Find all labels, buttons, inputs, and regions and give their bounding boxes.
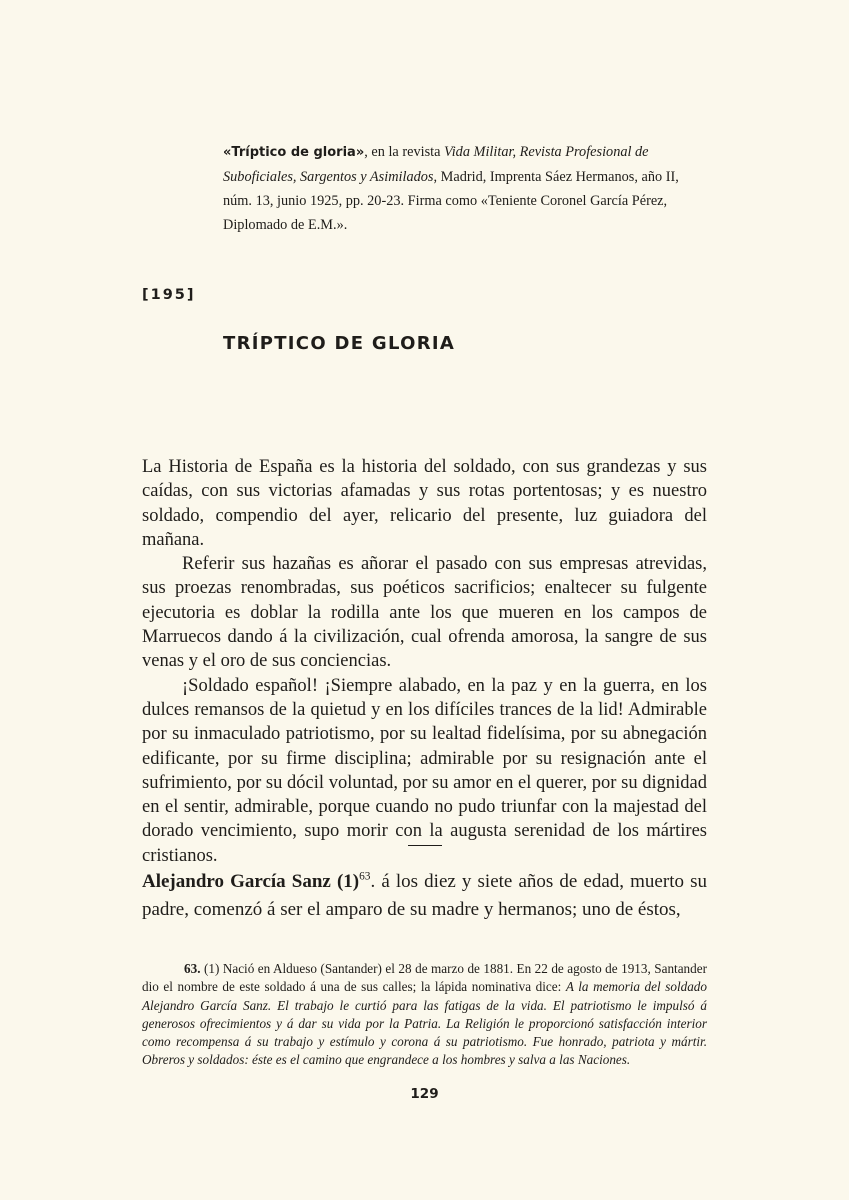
soldier-name: Alejandro García Sanz (1): [142, 871, 360, 892]
citation-title: «Tríptico de gloria»: [223, 145, 365, 160]
page-title: TRÍPTICO DE GLORIA: [223, 333, 456, 354]
citation-text: , en la revista: [364, 144, 445, 160]
footnote-reference: 63: [359, 870, 371, 883]
footnote-inscription: A la memoria del soldado Alejandro García Sanz. El trabajo le curtió para las fatigas de la vida. El patriotismo le impulsó á generosos ofrecimientos y á dar su vida por la Patria. La Religión le proporcionó satisfacción interior como recompensa á su trabajo y estímulo y corona á su patriotismo. Fue honrado, patriota y mártir. Obreros y soldados: éste es el camino que engrandece a los hombres y salva a las Naciones.: [142, 979, 707, 1068]
footnote-number: 63.: [184, 961, 201, 976]
footnote: [142, 960, 707, 1070]
citation-journal: Vida Militar, Revista Profesional de Suboficiales, Sargentos y Asimilados: [223, 144, 649, 185]
page-number: 129: [410, 1086, 439, 1102]
section-divider: [408, 845, 442, 846]
source-citation: [223, 140, 708, 237]
entry-number: [195]: [142, 287, 196, 303]
biography-text: . á los diez y siete años de edad, muerto su padre, comenzó á ser el amparo de su madre y hermanos; uno de éstos,: [142, 871, 707, 920]
paragraph: La Historia de España es la historia del soldado, con sus grandezas y sus caídas, con sus victorias afamadas y sus rotas portentosas; y es nuestro soldado, compendio del ayer, relicario del presente, luz guiadora del mañana.: [142, 457, 707, 550]
paragraph: Referir sus hazañas es añorar el pasado con sus empresas atrevidas, sus proezas renombradas, sus poéticos sacrificios; enaltecer su fulgente ejecutoria es doblar la rodilla ante los que mueren en los campos de Marruecos dando á la civilización, cual ofrenda amorosa, la sangre de sus venas y el oro de sus conciencias.: [142, 554, 707, 672]
biography-paragraph: [142, 868, 707, 924]
main-text: [142, 455, 707, 868]
footnote-text: (1) Nació en Aldueso (Santander) el 28 de marzo de 1881. En 22 de agosto de 1913, Santander dio el nombre de este soldado á una de sus calles; la lápida nominativa dice:: [142, 961, 707, 995]
paragraph: ¡Soldado español! ¡Siempre alabado, en la paz y en la guerra, en los dulces remansos de la quietud y en los difíciles trances de la lid! Admirable por su inmaculado patriotismo, por su lealtad fidelísima, por su abnegación edificante, por su firme disciplina; admirable por su resignación ante el sufrimiento, por su dócil voluntad, por su amor en el querer, por su dignidad en el sentir, admirable, porque cuando no pudo triunfar con la majestad del dorado vencimiento, supo morir con la augusta serenidad de los mártires cristianos.: [142, 675, 707, 866]
citation-details: , Madrid, Imprenta Sáez Hermanos, año II, núm. 13, junio 1925, pp. 20-23. Firma como «Teniente Coronel García Pérez, Diplomado de E.M.».: [223, 169, 679, 233]
